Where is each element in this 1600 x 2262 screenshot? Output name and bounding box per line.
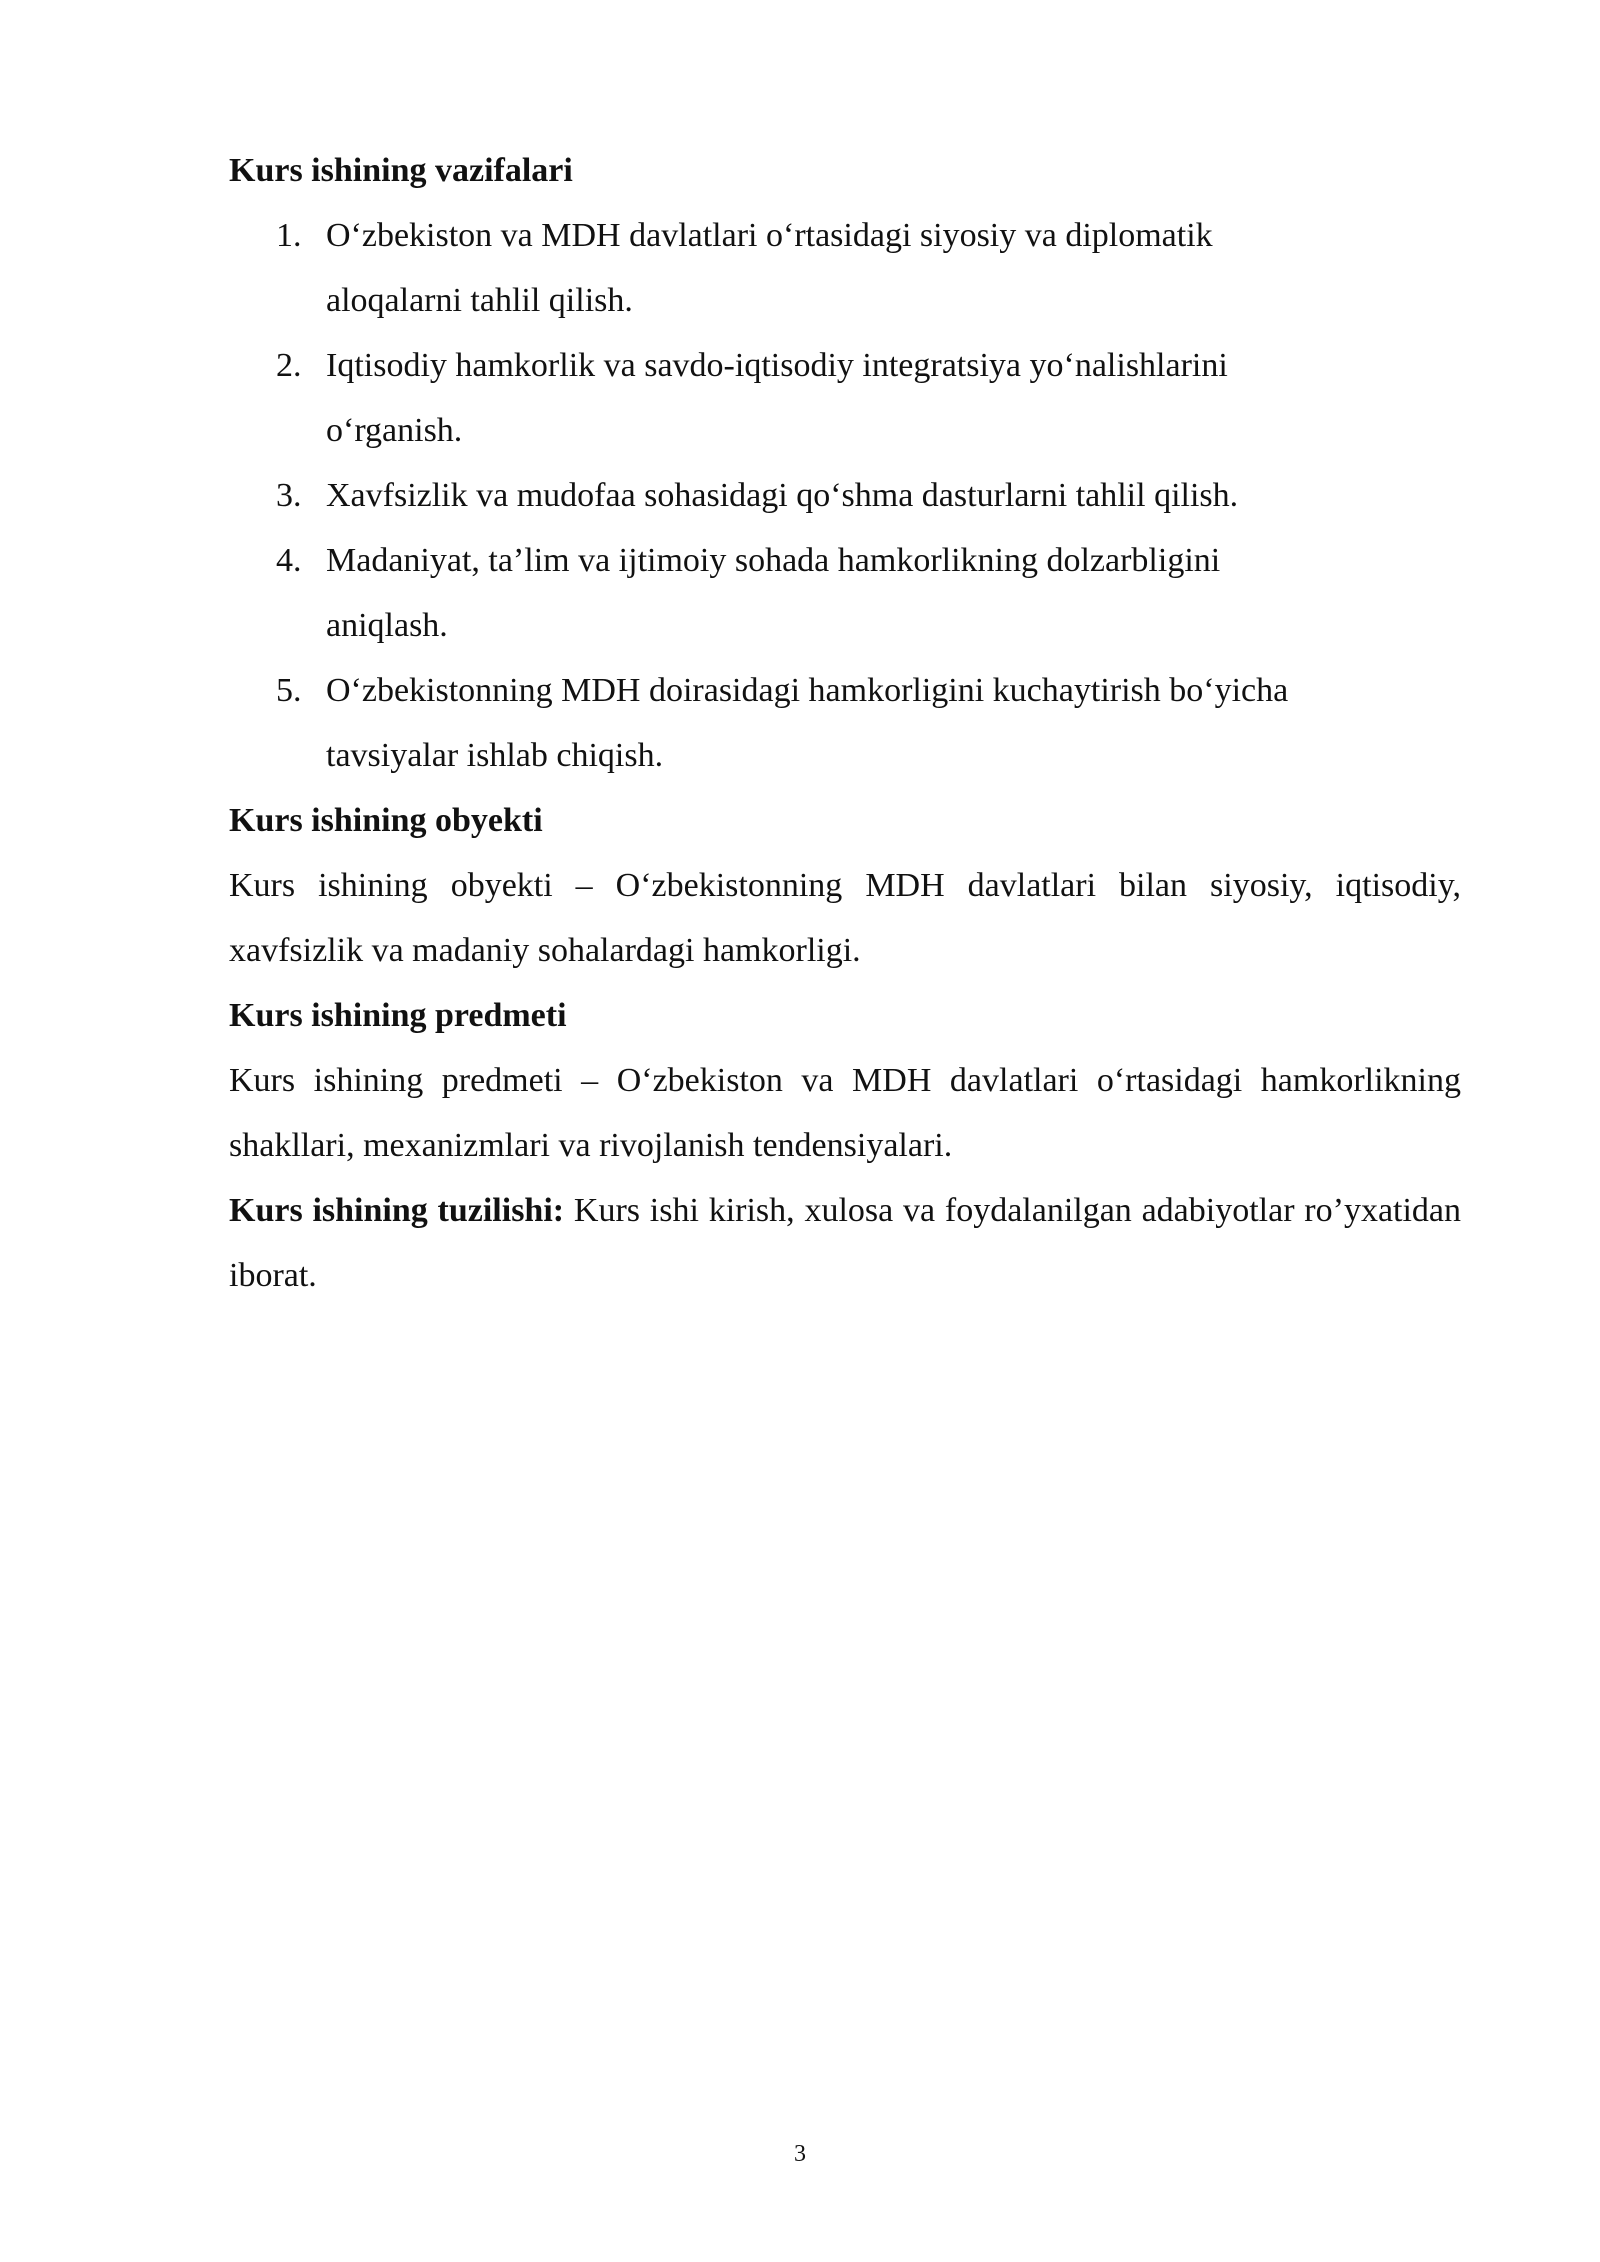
list-item-text: Xavfsizlik va mudofaa sohasidagi qo‘shma dasturlarni tahlil qilish. [326, 477, 1239, 514]
list-item [229, 203, 1461, 333]
subject-heading: Kurs ishining predmeti [229, 997, 567, 1034]
list-item-text: O‘zbekistonning MDH doirasidagi hamkorligini kuchaytirish bo‘yicha tavsiyalar ishlab chiqish. [326, 672, 1289, 774]
tasks-heading: Kurs ishining vazifalari [229, 152, 573, 189]
list-item-number: 1. [276, 217, 302, 254]
list-item [229, 528, 1461, 658]
subject-paragraph: Kurs ishining predmeti – O‘zbekiston va MDH davlatlari o‘rtasidagi hamkorlikning shakllari, mexanizmlari va rivojlanish tendensiyalari. [229, 1062, 1461, 1164]
list-item [229, 658, 1461, 788]
list-item [229, 463, 1461, 528]
object-paragraph: Kurs ishining obyekti – O‘zbekistonning MDH davlatlari bilan siyosiy, iqtisodiy, xavfsizlik va madaniy sohalardagi hamkorligi. [229, 867, 1461, 969]
structure-label: Kurs ishining tuzilishi: [229, 1192, 565, 1229]
list-item-number: 2. [276, 347, 302, 384]
list-item-number: 4. [276, 542, 302, 579]
structure-paragraph [229, 1178, 1461, 1308]
list-item-text: Iqtisodiy hamkorlik va savdo-iqtisodiy integratsiya yo‘nalishlarini o‘rganish. [326, 347, 1228, 449]
page-content [229, 138, 1461, 1308]
structure-text: Kurs ishi kirish, xulosa va foydalanilgan adabiyotlar ro’yxatidan iborat. [229, 1192, 1462, 1294]
list-item-number: 5. [276, 672, 302, 709]
list-item-text: O‘zbekiston va MDH davlatlari o‘rtasidagi siyosiy va diplomatik aloqalarni tahlil qilish. [326, 217, 1213, 319]
list-item-text: Madaniyat, ta’lim va ijtimoiy sohada hamkorlikning dolzarbligini aniqlash. [326, 542, 1221, 644]
object-heading: Kurs ishining obyekti [229, 802, 543, 839]
page-number: 3 [794, 2141, 806, 2167]
list-item [229, 333, 1461, 463]
list-item-number: 3. [276, 477, 302, 514]
tasks-list [229, 203, 1461, 788]
